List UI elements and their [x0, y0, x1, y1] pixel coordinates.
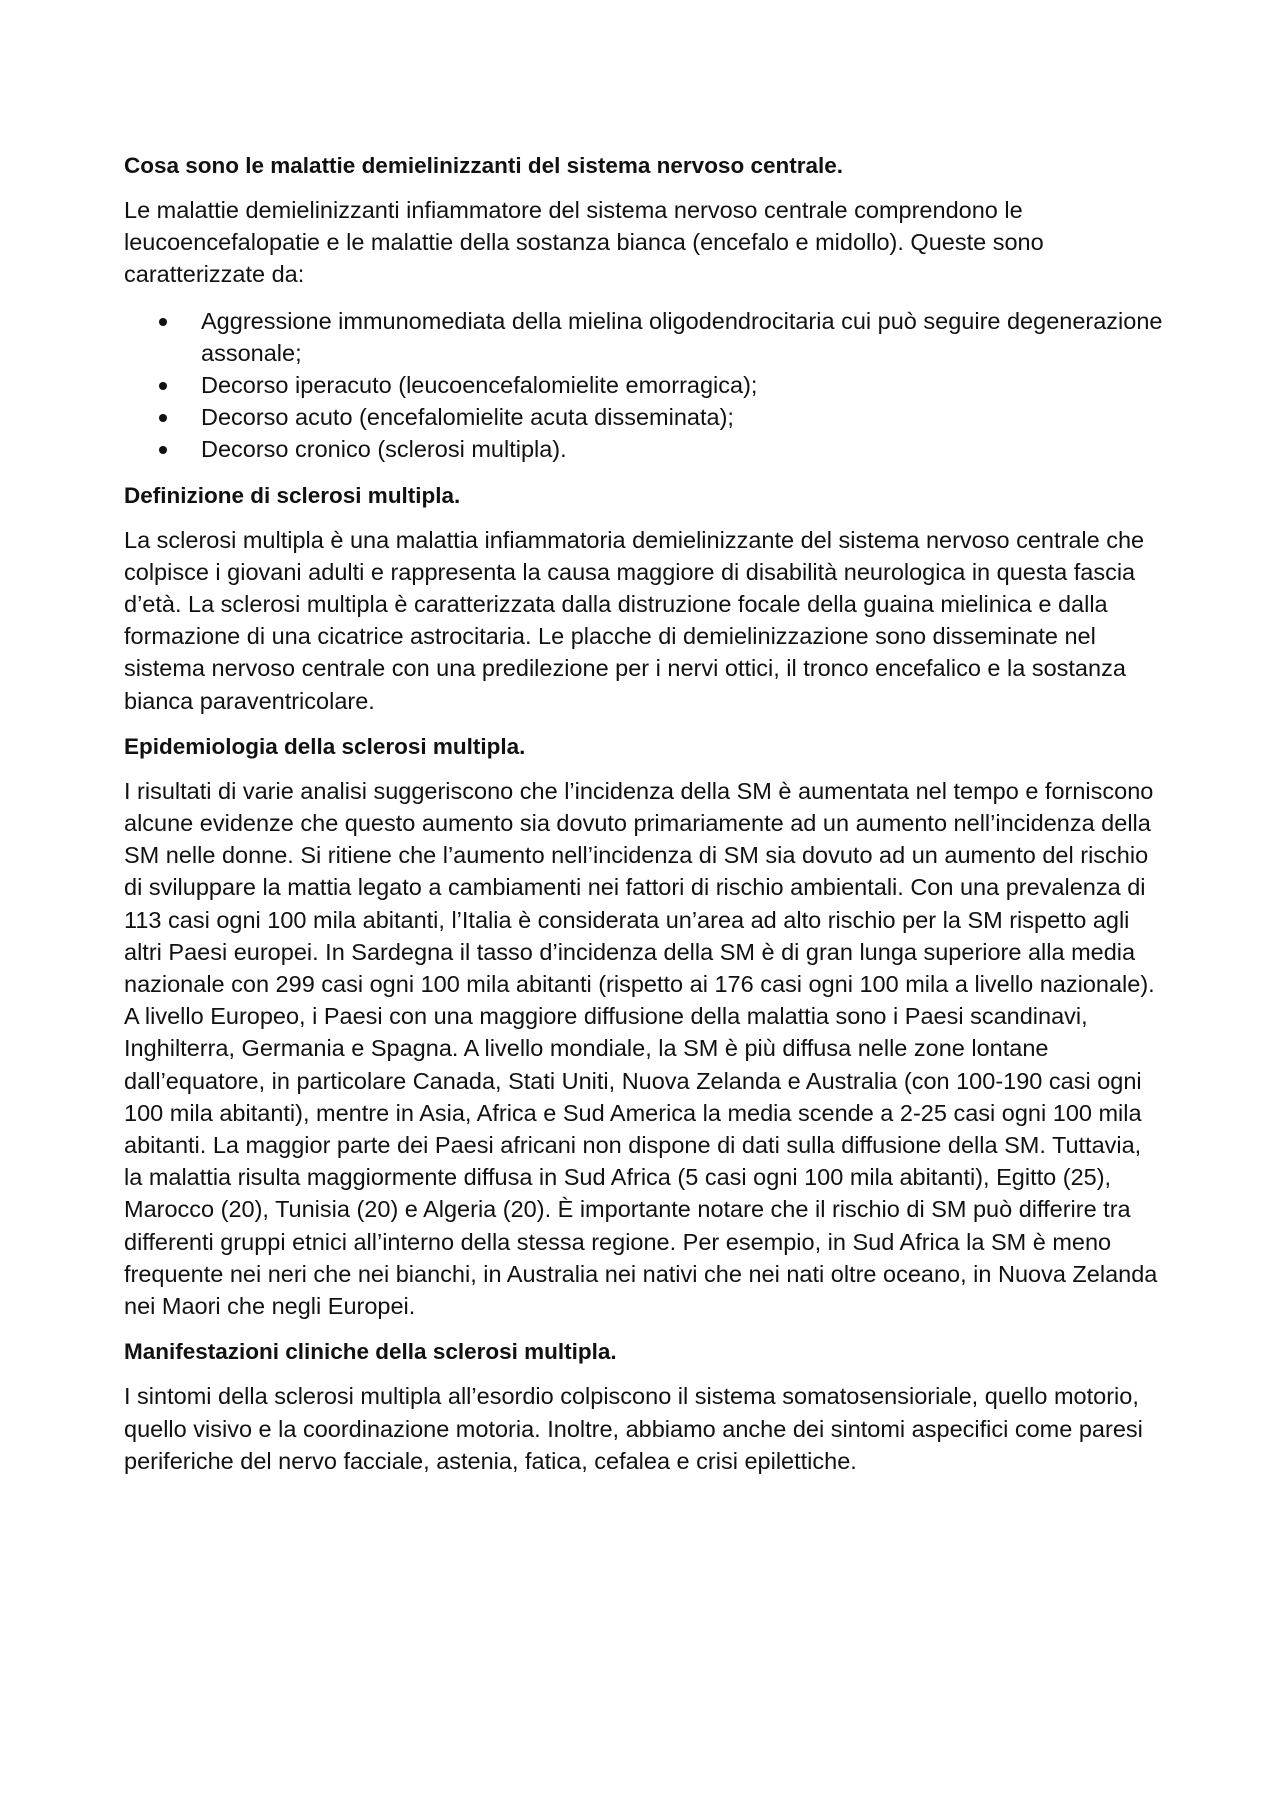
list-item [201, 369, 1164, 401]
list-item [201, 433, 1164, 465]
section-paragraph: I sintomi della sclerosi multipla all’esordio colpiscono il sistema somatosensioriale, quello motorio, quello visivo e la coordinazione motoria. Inoltre, abbiamo anche dei sintomi aspecifici come paresi periferiche del nervo facciale, astenia, fatica, cefalea e crisi epilettiche. [124, 1383, 1143, 1474]
list-item-text: Aggressione immunomediata della mielina oligodendrocitaria cui può seguire degenerazione assonale; [201, 307, 1163, 366]
bullet-icon [159, 446, 167, 454]
section-paragraph: I risultati di varie analisi suggeriscono che l’incidenza della SM è aumentata nel tempo e forniscono alcune evidenze che questo aumento sia dovuto primariamente ad un aumento nell’incidenza della SM nelle donne. Si ritiene che l’aumento nell’incidenza di SM sia dovuto ad un aumento del rischio di sviluppare la mattia legato a cambiamenti nei fattori di rischio ambientali. Con una prevalenza di 113 casi ogni 100 mila abitanti, l’Italia è considerata un’area ad alto rischio per la SM rispetto agli altri Paesi europei. In Sardegna il tasso d’incidenza della SM è di gran lunga superiore alla media nazionale con 299 casi ogni 100 mila abitanti (rispetto ai 176 casi ogni 100 mila a livello nazionale). A livello Europeo, i Paesi con una maggiore diffusione della malattia sono i Paesi scandinavi, Inghilterra, Germania e Spagna. A livello mondiale, la SM è più diffusa nelle zone lontane dall’equatore, in particolare Canada, Stati Uniti, Nuova Zelanda e Australia (con 100-190 casi ogni 100 mila abitanti), mentre in Asia, Africa e Sud America la media scende a 2-25 casi ogni 100 mila abitanti. La maggior parte dei Paesi africani non dispone di dati sulla diffusione della SM. Tuttavia, la malattia risulta maggiormente diffusa in Sud Africa (5 casi ogni 100 mila abitanti), Egitto (25), Marocco (20), Tunisia (20) e Algeria (20). È importante notare che il rischio di SM può differire tra differenti gruppi etnici all’interno della stessa regione. Per esempio, in Sud Africa la SM è meno frequente nei neri che nei bianchi, in Australia nei nativi che nei nati oltre oceano, in Nuova Zelanda nei Maori che negli Europei. [124, 777, 1158, 1320]
bullet-icon [159, 318, 167, 326]
section-clinical-manifestations [124, 1336, 1164, 1477]
section-demyelinating-diseases [124, 150, 1164, 466]
bullet-icon [159, 382, 167, 390]
section-heading: Manifestazioni cliniche della sclerosi multipla. [124, 1339, 617, 1365]
list-item-text: Decorso acuto (encefalomielite acuta disseminata); [201, 404, 734, 431]
bullet-list [124, 305, 1164, 466]
section-epidemiology [124, 731, 1164, 1322]
list-item-text: Decorso iperacuto (leucoencefalomielite emorragica); [201, 372, 758, 399]
section-heading: Cosa sono le malattie demielinizzanti del sistema nervoso centrale. [124, 153, 843, 178]
list-item [201, 401, 1164, 433]
document-page [124, 150, 1164, 1491]
list-item-text: Decorso cronico (sclerosi multipla). [201, 436, 567, 463]
section-paragraph: La sclerosi multipla è una malattia infiammatoria demielinizzante del sistema nervoso centrale che colpisce i giovani adulti e rappresenta la causa maggiore di disabilità neurologica in questa fascia d’età. La sclerosi multipla è caratterizzata dalla distruzione focale della guaina mielinica e dalla formazione di una cicatrice astrocitaria. Le placche di demielinizzazione sono disseminate nel sistema nervoso centrale con una predilezione per i nervi ottici, il tronco encefalico e la sostanza bianca paraventricolare. [124, 526, 1145, 714]
bullet-icon [159, 414, 167, 422]
section-definition [124, 480, 1164, 717]
list-item [201, 305, 1164, 369]
section-paragraph: Le malattie demielinizzanti infiammatore del sistema nervoso centrale comprendono le leucoencefalopatie e le malattie della sostanza bianca (encefalo e midollo). Queste sono caratterizzate da: [124, 197, 1044, 288]
section-heading: Epidemiologia della sclerosi multipla. [124, 733, 526, 759]
section-heading: Definizione di sclerosi multipla. [124, 482, 461, 508]
